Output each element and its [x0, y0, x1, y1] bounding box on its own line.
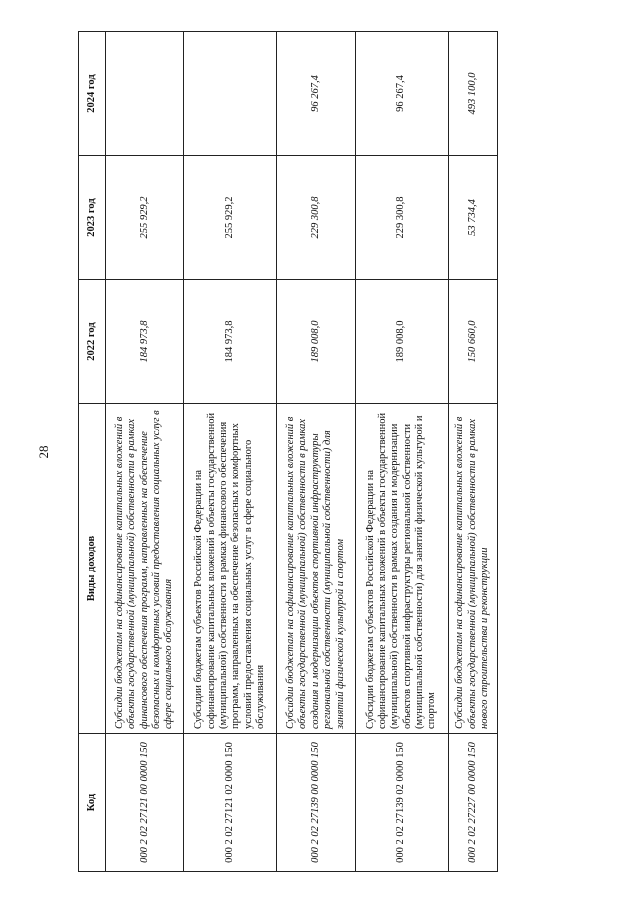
- row-code: 000 2 02 27227 00 0000 150: [448, 734, 497, 872]
- row-value-2022: 150 660,0: [448, 280, 497, 404]
- row-value-2024: 493 100,0: [448, 32, 497, 156]
- page-number: 28: [36, 445, 51, 459]
- row-value-2022: 189 008,0: [355, 280, 448, 404]
- row-description: Субсидии бюджетам на софинансирование капитальных вложений в объекты государственной (муниципальной) собственности в рамках финансового обеспечения программ, направленных на обеспечение безопасных и комфортных условий предоставления социальных услуг в сфере социального обслуживания: [106, 404, 184, 734]
- row-value-2024: 96 267,4: [355, 32, 448, 156]
- row-value-2024: 96 267,4: [277, 32, 355, 156]
- row-description: Субсидии бюджетам субъектов Российской Федерации на софинансирование капитальных вложений в объекты государственной (муниципальной) собственности в рамках создания и модернизации объектов спортивной инфраструктуры региональной собственности (муниципальной собственности) для занятий физической культурой и спортом: [355, 404, 448, 734]
- row-description: Субсидии бюджетам на софинансирование капитальных вложений в объекты государственной (муниципальной) собственности в рамках создания и модернизации объектов спортивной инфраструктуры региональной собственности (муниципальной собственности) для занятий физической культурой и спортом: [277, 404, 355, 734]
- header-revenue-type: Виды доходов: [79, 404, 106, 734]
- row-value-2023: 255 929,2: [106, 156, 184, 280]
- row-value-2023: 229 300,8: [355, 156, 448, 280]
- row-value-2023: 229 300,8: [277, 156, 355, 280]
- row-value-2023: 53 734,4: [448, 156, 497, 280]
- header-2023: 2023 год: [79, 156, 106, 280]
- table-header-row: [79, 32, 106, 872]
- row-code: 000 2 02 27121 02 0000 150: [184, 734, 277, 872]
- row-code: 000 2 02 27121 00 0000 150: [106, 734, 184, 872]
- table-row: [277, 32, 355, 872]
- row-code: 000 2 02 27139 02 0000 150: [355, 734, 448, 872]
- header-2022: 2022 год: [79, 280, 106, 404]
- row-description: Субсидии бюджетам субъектов Российской Федерации на софинансирование капитальных вложений в объекты государственной (муниципальной) собственности в рамках финансового обеспечения программ, направленных на обеспечение безопасных и комфортных условий предоставления социальных услуг в сфере социального обслуживания: [184, 404, 277, 734]
- row-value-2023: 255 929,2: [184, 156, 277, 280]
- row-value-2024: [184, 32, 277, 156]
- rotated-table-container: [78, 32, 498, 872]
- table-row: [448, 32, 497, 872]
- row-description: Субсидии бюджетам на софинансирование капитальных вложений в объекты государственной (муниципальной) собственности в рамках нового строительства и реконструкции: [448, 404, 497, 734]
- table-row: [106, 32, 184, 872]
- row-value-2024: [106, 32, 184, 156]
- header-2024: 2024 год: [79, 32, 106, 156]
- table-row: [355, 32, 448, 872]
- table-row: [184, 32, 277, 872]
- header-code: Код: [79, 734, 106, 872]
- row-value-2022: 184 973,8: [184, 280, 277, 404]
- row-code: 000 2 02 27139 00 0000 150: [277, 734, 355, 872]
- revenue-table: [78, 31, 498, 872]
- row-value-2022: 189 008,0: [277, 280, 355, 404]
- row-value-2022: 184 973,8: [106, 280, 184, 404]
